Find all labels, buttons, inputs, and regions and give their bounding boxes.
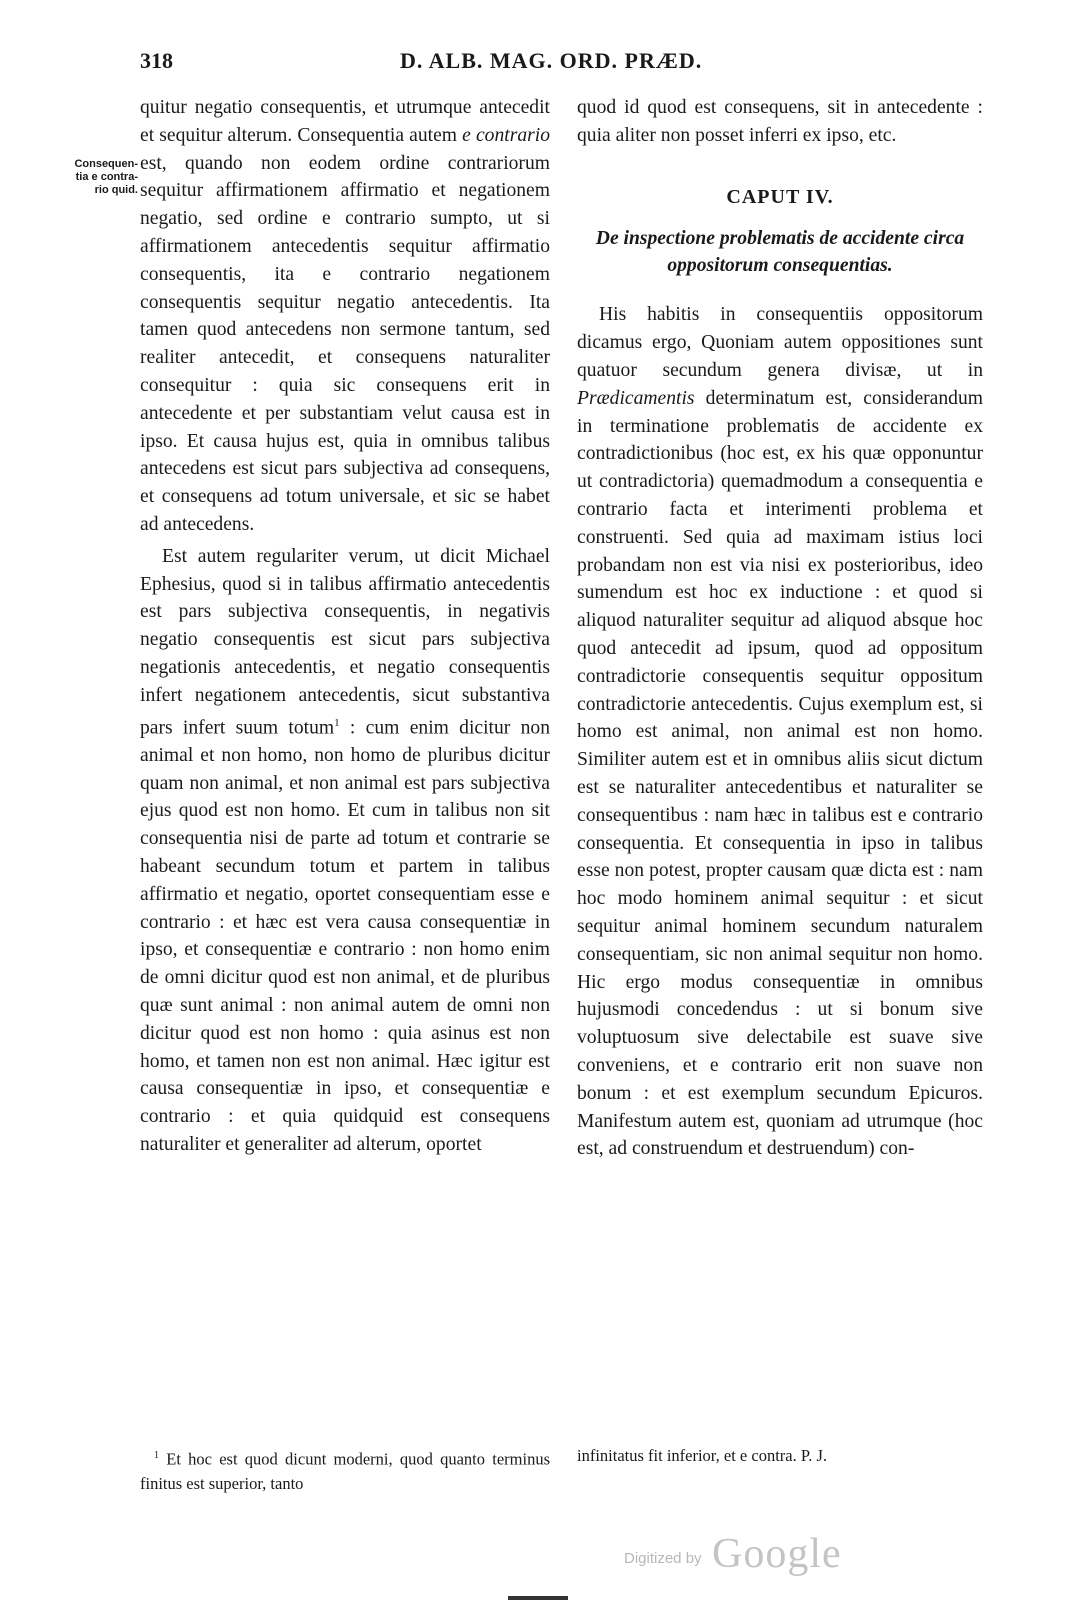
- page-header: [140, 48, 980, 82]
- page-edge-mark: [508, 1596, 568, 1600]
- footnote-mark: 1: [154, 1450, 159, 1461]
- margin-note: [56, 158, 138, 197]
- paragraph: [577, 301, 983, 1163]
- text-run: His habitis in consequentiis oppositorum dicamus ergo, Quoniam autem oppositiones sunt quatuor secundum genera divisæ, ut in: [577, 304, 983, 381]
- italic-phrase: e contrario: [462, 124, 550, 146]
- footnote-reference: 1: [334, 716, 340, 729]
- margin-note-line: tia e contra-: [75, 171, 138, 183]
- margin-note-line: rio quid.: [94, 184, 138, 196]
- paragraph: quod id quod est consequens, sit in antecedente : quia aliter non posset inferri ex ipso, etc.: [577, 97, 983, 146]
- watermark-caption: Digitized by: [624, 1550, 702, 1567]
- margin-note-line: Consequen-: [74, 158, 138, 170]
- chapter-subtitle: De inspectione problematis de accidente circa oppositorum consequentias.: [595, 228, 965, 277]
- italic-phrase: Prædicamentis: [577, 387, 695, 409]
- text-run: determinatum est, considerandum in terminatione problematis de accidente ex contradictionibus (hoc est, ex his quæ opponuntur ut contradictoria) quemadmodum a consequentia e contrario facta et interimenti problema et construenti. Sed quia ad maximam istius loci probandam non est via nisi ex posterioribus, ideo sumendum est hoc ex inductione : et quod si aliquod naturaliter sequitur ad aliquod absque hoc quod antecedit ad ipsum, quod ad oppositum contradictorie consequentis sequitur oppositum contradictorie antecedentis. Cujus exemplum est, si homo est animal, non animal est non homo. Similiter autem est et in omnibus aliis sicut dictum est se naturaliter antecedentibus et naturaliter se consequentibus : nam hæc in talibus est e contrario consequentia. Et consequentia in ipso in talibus esse non potest, propter causam quæ dicta est : nam hoc modo hominem animal sequitur : et sicut sequitur animal hominem secundum naturalem consequentiam, sic non animal sequitur non homo. Hic ergo modus consequentiæ in omnibus hujusmodi concedendus : ut si bonum sive voluptuosum sive delectabile est suave sive conveniens, et e contrario erit non suave non bonum : et est exemplum secundum Epicuros. Manifestum autem est, quoniam ad utrumque (hoc est, ad construendum et destruendum) con-: [577, 387, 983, 1160]
- left-column: [140, 94, 550, 1159]
- footnote-text: Et hoc est quod dicunt moderni, quod quanto terminus finitus est superior, tanto: [140, 1449, 550, 1493]
- paragraph: [140, 94, 550, 539]
- chapter-title: CAPUT IV.: [726, 185, 834, 208]
- right-column: [577, 94, 983, 1163]
- text-run: quitur negatio consequentis, et utrumque antecedit et sequitur alterum. Consequentia autem: [140, 97, 550, 146]
- text-run: : cum enim dicitur non animal et non homo, non homo de pluribus dicitur quam non animal, et non animal est pars subjectiva ejus quod est non homo. Et cum in talibus non sit consequentia nisi de parte ad totum et contrarie se habeant secundum totum et partem in talibus affirmatio et negatio, oportet consequentiam esse e contrario : et hæc est vera causa consequentiæ in ipso, et consequentiæ e contrario : non homo enim de omni dicitur quod est non animal, et de pluribus quæ sunt animal : non animal autem de omni non dicitur quod est non homo : quia asinus est non homo, et tamen non est non animal. Hæc igitur est causa consequentiæ in ipso, et consequentiæ e contrario : et quia quidquid est consequens naturaliter et generaliter ad alterum, oportet: [140, 717, 550, 1156]
- digitization-watermark: [624, 1530, 944, 1580]
- text-run: est, quando non eodem ordine contrariorum sequitur affirmationem affirmatio et negationem negatio, sed ordine e contrario sumpto, ut si affirmationem antecedentis sequitur affirmatio consequentis, ita e contrario negationem consequentis sequitur negatio antecedentis. Ita tamen quod antecedens non sermone tantum, sed realiter antecedit, et consequens naturaliter consequitur : quia sic consequens erit in antecedente et per substantiam velut causa est in ipso. Et causa hujus est, quia in omnibus talibus antecedens est sicut pars subjectiva ad consequens, et consequens ad totum universale, et sic se habet ad antecedens.: [140, 152, 550, 535]
- footnote-left: [140, 1444, 550, 1496]
- running-head: D. ALB. MAG. ORD. PRÆD.: [400, 48, 703, 73]
- footnote-right: infinitatus fit inferior, et e contra. P. J.: [577, 1446, 827, 1465]
- page-number: 318: [140, 48, 173, 73]
- text-run: Est autem regulariter verum, ut dicit Michael Ephesius, quod si in talibus affirmatio antecedentis est pars subjectiva consequentis, in negativis negatio consequentis est sicut pars subjectiva negationis antecedentis, et negatio consequentis infert negationem antecedentis, sicut substantiva pars infert suum totum: [140, 545, 550, 739]
- paragraph: [140, 543, 550, 1159]
- google-logo: Google: [712, 1531, 842, 1577]
